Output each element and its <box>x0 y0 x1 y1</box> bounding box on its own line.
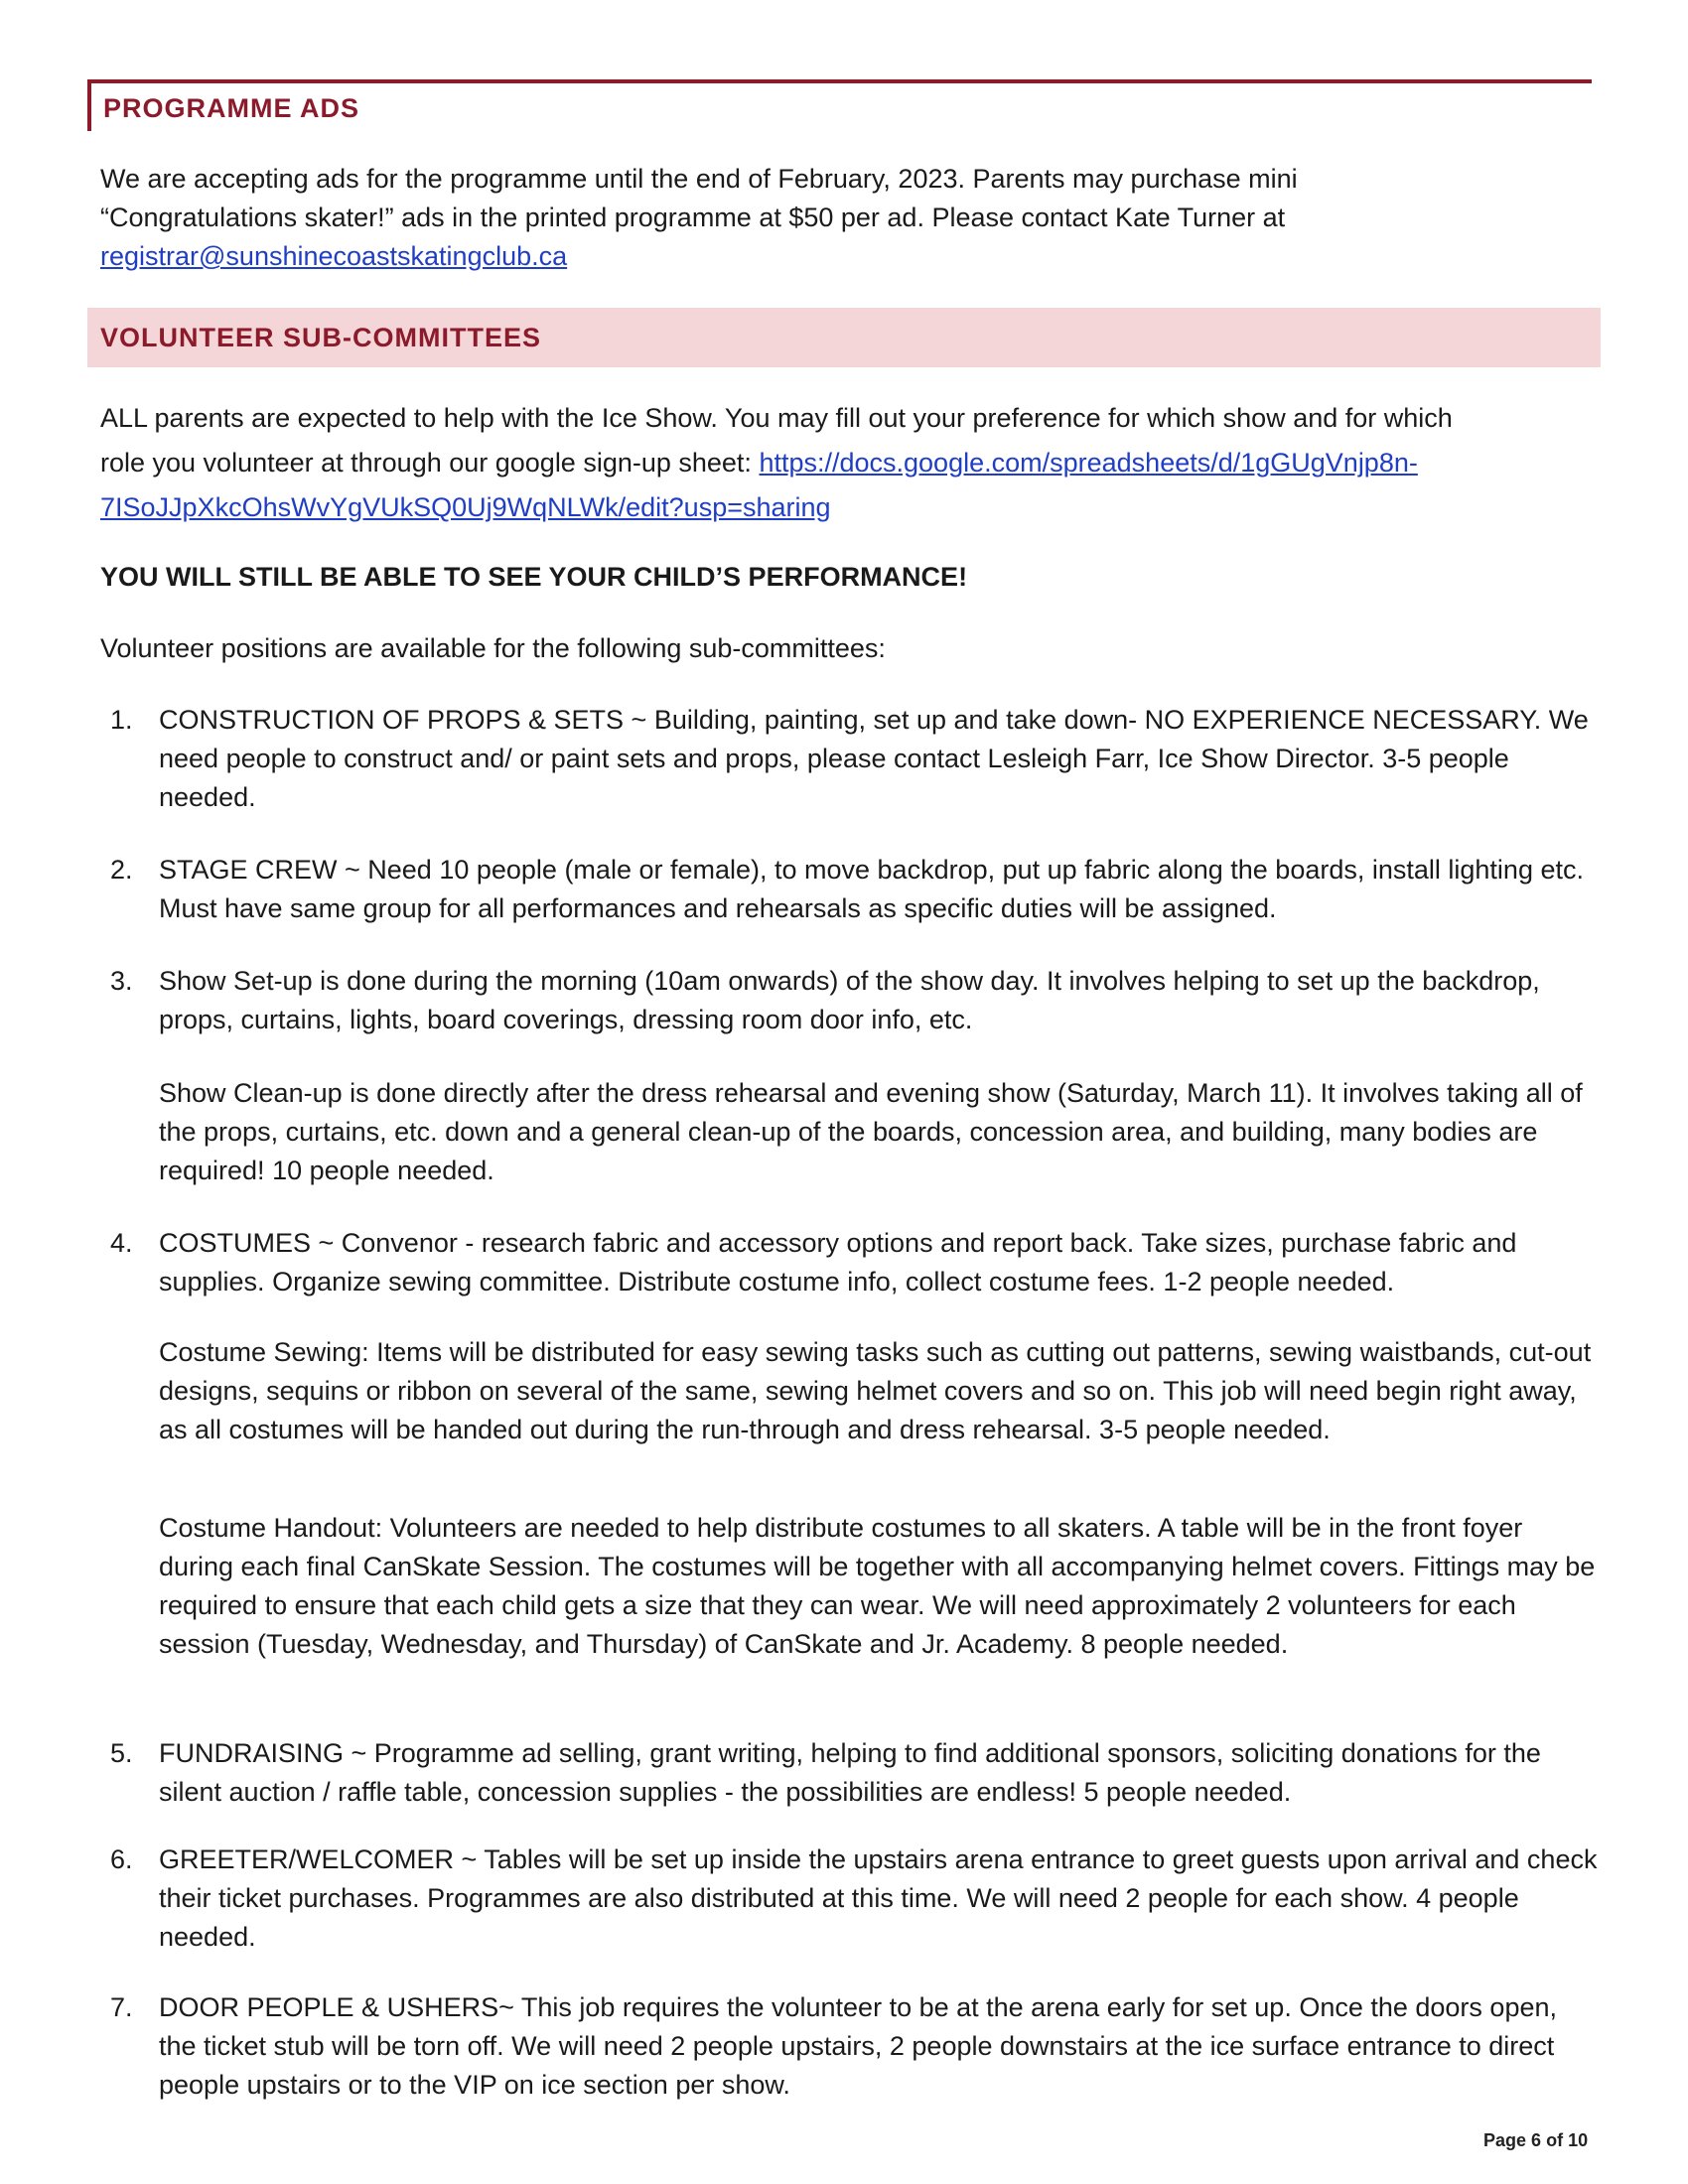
performance-notice: YOU WILL STILL BE ABLE TO SEE YOUR CHILD’S PERFORMANCE! <box>100 562 968 592</box>
list-item-number: 4. <box>110 1228 133 1258</box>
list-item-text: FUNDRAISING ~ Programme ad selling, grant writing, helping to find additional sponsors, soliciting donations for the silent auction / raffle table, concession supplies - the possibilities are endless! 5 people needed. <box>159 1738 1541 1807</box>
list-item-number: 3. <box>110 966 133 996</box>
volunteer-intro-line-1: ALL parents are expected to help with the Ice Show. You may fill out your preference for which show and for which <box>100 403 1453 433</box>
volunteer-subcommittees-title: VOLUNTEER SUB-COMMITTEES <box>100 323 542 352</box>
page-current: 6 <box>1531 2130 1542 2150</box>
costume-handout-paragraph: Costume Handout: Volunteers are needed to help distribute costumes to all skaters. A table will be in the front foyer during each final CanSkate Session. The costumes will be together with all accompanying helmet covers. Fittings may be required to ensure that each child gets a size that they can wear. We will need approximately 2 volunteers for each session (Tuesday, Wednesday, and Thursday) of CanSkate and Jr. Academy. 8 people needed. <box>159 1513 1596 1659</box>
page-number <box>1483 2130 1588 2151</box>
programme-ads-line-1: We are accepting ads for the programme until the end of February, 2023. Parents may purchase mini <box>100 164 1298 194</box>
volunteer-subcommittees-heading <box>87 308 1601 367</box>
registrar-email-link[interactable]: registrar@sunshinecoastskatingclub.ca <box>100 241 568 271</box>
programme-ads-paragraph <box>100 160 1590 276</box>
programme-ads-title: PROGRAMME ADS <box>103 93 360 123</box>
list-item-number: 7. <box>110 1992 133 2022</box>
volunteer-intro-line-2: role you volunteer at through our google sign-up sheet: <box>100 448 752 478</box>
list-item-text: Show Set-up is done during the morning (10am onwards) of the show day. It involves helping to set up the backdrop, props, curtains, lights, board coverings, dressing room door info, etc. <box>159 966 1540 1034</box>
list-item-number: 5. <box>110 1738 133 1768</box>
list-item-text: GREETER/WELCOMER ~ Tables will be set up inside the upstairs arena entrance to greet guests upon arrival and check their ticket purchases. Programmes are also distributed at this time. We will need 2 people for each show. 4 people needed. <box>159 1844 1598 1952</box>
list-item-number: 2. <box>110 855 133 885</box>
page-of: of <box>1546 2130 1564 2150</box>
list-item-text: COSTUMES ~ Convenor - research fabric and accessory options and report back. Take sizes, purchase fabric and supplies. Organize sewing committee. Distribute costume info, collect costume fees. 1-2 people needed. <box>159 1228 1517 1297</box>
list-item-text: CONSTRUCTION OF PROPS & SETS ~ Building, painting, set up and take down- NO EXPERIENCE NECESSARY. We need people to construct and/ or paint sets and props, please contact Lesleigh Farr, Ice Show Director. 3-5 people needed. <box>159 705 1589 812</box>
page-label: Page <box>1483 2130 1527 2150</box>
signup-sheet-link-cont[interactable]: 7ISoJJpXkcOhsWvYgVUkSQ0Uj9WqNLWk/edit?usp=sharing <box>100 492 831 522</box>
positions-intro: Volunteer positions are available for the following sub-committees: <box>100 633 886 663</box>
costume-sewing-paragraph: Costume Sewing: Items will be distributed for easy sewing tasks such as cutting out patterns, sewing waistbands, cut-out designs, sequins or ribbon on several of the same, sewing helmet covers and so on. This job will need begin right away, as all costumes will be handed out during the run-through and dress rehearsal. 3-5 people needed. <box>159 1337 1592 1444</box>
list-item-number: 1. <box>110 705 133 735</box>
programme-ads-heading <box>87 79 1592 131</box>
volunteer-intro-paragraph <box>100 396 1590 530</box>
signup-sheet-link[interactable]: https://docs.google.com/spreadsheets/d/1gGUgVnjp8n- <box>759 448 1418 478</box>
programme-ads-line-2: “Congratulations skater!” ads in the printed programme at $50 per ad. Please contact Kate Turner at <box>100 203 1286 232</box>
list-item-text: DOOR PEOPLE & USHERS~ This job requires the volunteer to be at the arena early for set up. Once the doors open, the ticket stub will be torn off. We will need 2 people upstairs, 2 people downstairs at the ice surface entrance to direct people upstairs or to the VIP on ice section per show. <box>159 1992 1557 2100</box>
show-cleanup-paragraph: Show Clean-up is done directly after the dress rehearsal and evening show (Saturday, March 11). It involves taking all of the props, curtains, etc. down and a general clean-up of the boards, concession area, and building, many bodies are required! 10 people needed. <box>159 1078 1583 1185</box>
list-item-number: 6. <box>110 1844 133 1874</box>
list-item-text: STAGE CREW ~ Need 10 people (male or female), to move backdrop, put up fabric along the boards, install lighting etc. Must have same group for all performances and rehearsals as specific duties will be assigned. <box>159 855 1584 923</box>
page-total: 10 <box>1568 2130 1589 2150</box>
